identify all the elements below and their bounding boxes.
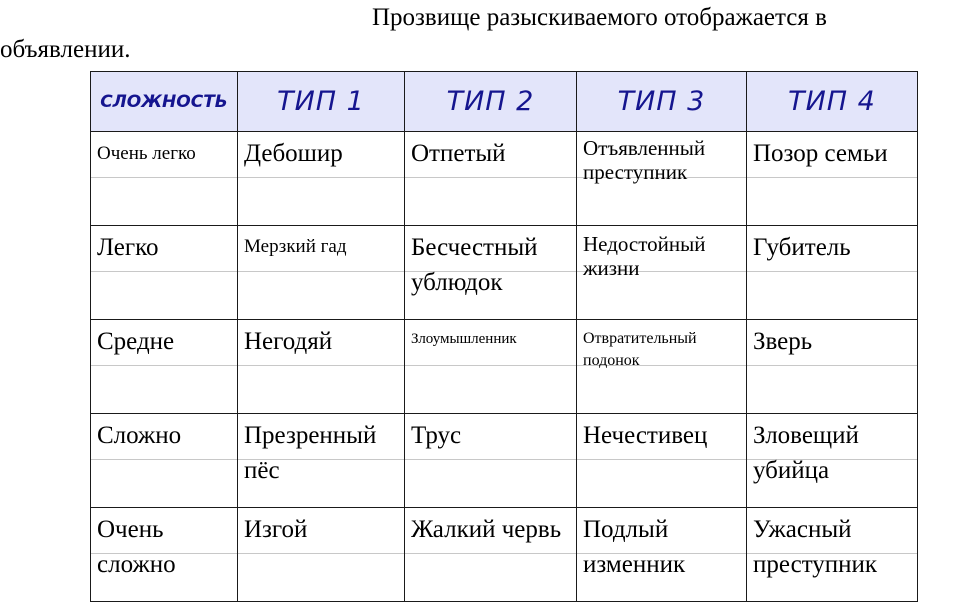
nickname-cell: Негодяй — [238, 320, 404, 413]
nickname-cell: Бесчестный ублюдок — [405, 226, 576, 319]
nickname-cell: Отъявленный преступник — [577, 132, 746, 225]
nickname-cell: Дебошир — [238, 132, 404, 225]
difficulty-cell: Очень легко — [91, 132, 237, 225]
nickname-cell: Недостойный жизни — [577, 226, 746, 319]
nickname-cell: Изгой — [238, 508, 404, 601]
nickname-cell: Трус — [405, 414, 576, 507]
nickname-cell: Отвратительный подонок — [577, 320, 746, 413]
nickname-cell: Губитель — [747, 226, 917, 319]
nickname-cell: Мерзкий гад — [238, 226, 404, 319]
difficulty-cell: Средне — [91, 320, 237, 413]
difficulty-cell: Очень сложно — [91, 508, 237, 601]
header-type-1: ТИП 1 — [238, 72, 405, 132]
header-difficulty: СЛОЖНОСТЬ — [91, 72, 238, 132]
wanted-nicknames-table — [90, 71, 918, 602]
nickname-cell: Зловещий убийца — [747, 414, 917, 507]
nickname-cell: Презренный пёс — [238, 414, 404, 507]
table-header-row — [91, 72, 918, 132]
nickname-cell: Зверь — [747, 320, 917, 413]
table-row — [91, 132, 918, 226]
header-type-2: ТИП 2 — [405, 72, 577, 132]
nickname-cell: Злоумышленник — [405, 320, 576, 413]
intro-text-line-1: Прозвище разыскиваемого отображается в — [372, 4, 827, 31]
nickname-cell: Ужасный преступник — [747, 508, 917, 601]
table-row — [91, 414, 918, 508]
nickname-cell: Нечестивец — [577, 414, 746, 507]
difficulty-cell: Сложно — [91, 414, 237, 507]
table-row — [91, 508, 918, 602]
nickname-cell: Подлый изменник — [577, 508, 746, 601]
nickname-cell: Жалкий червь — [405, 508, 576, 601]
table-row — [91, 226, 918, 320]
header-type-3: ТИП 3 — [577, 72, 747, 132]
difficulty-cell: Легко — [91, 226, 237, 319]
header-type-4: ТИП 4 — [747, 72, 918, 132]
nickname-cell: Отпетый — [405, 132, 576, 225]
intro-text-line-2: объявлении. — [0, 36, 131, 63]
table-row — [91, 320, 918, 414]
nickname-cell: Позор семьи — [747, 132, 917, 225]
